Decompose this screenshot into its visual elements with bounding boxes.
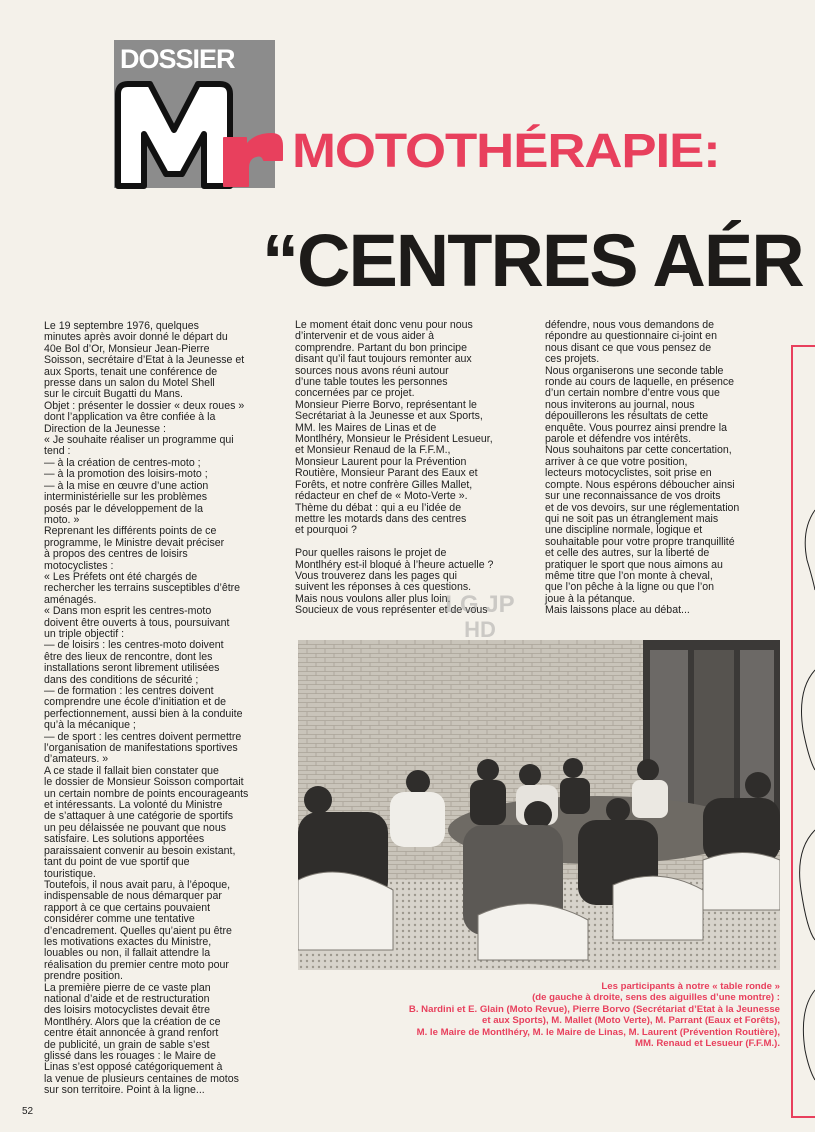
round-table-photo	[298, 640, 780, 970]
watermark	[440, 592, 520, 667]
article-column-3: défendre, nous vous demandons de répondre au questionnaire ci-joint en nous disant ce que vous pensez de ces projets. Nous organiserons une seconde table ronde au cours de laquelle, en présence d’un certain nombre d’entre vous que nous inviterons au journal, nous dépouillerons les résultats de cette enquête. Vous pourrez ainsi prendre la parole et défendre vos intérêts. Nous souhaitons par cette concertation, arriver à ce que votre position, lecteurs motocyclistes, soit prise en compte. Nous espérons déboucher ainsi sur une reconnaissance de vos droits et de vos devoirs, sur une réglementation qui ne soit pas un étranglement mais une discipline normale, logique et souhaitable pour votre propre tranquillité et celle des autres, sur la liberté de pratiquer le sport que nous aimons au même titre que l’on monte à cheval, que l’on pêche à la ligne ou que l’on joue à la pétanque. Mais laissons place au débat...	[545, 319, 740, 617]
headline-line-1: MOTOTHÉRAPIE:	[292, 125, 720, 178]
article-column-2: Le moment était donc venu pour nous d’intervenir et de vous aider à comprendre. Partant du bon principe disant qu’il faut toujours remonter aux sources nous avons réuni autour d’une table toutes les personnes concernées par ce projet. Monsieur Pierre Borvo, représentant le Secrétariat à la Jeunesse et aux Sports, MM. les Maires de Linas et de Montlhéry, Monsieur le Président Lesueur, et Monsieur Renaud de la F.F.M., Monsieur Laurent pour la Prévention Routière, Monsieur Parant des Eaux et Forêts, et notre confrère Gilles Mallet, rédacteur en chef de « Moto-Verte ». Thème du débat : qui a eu l’idée de mettre les motards dans des centres et pourquoi ? Pour quelles raisons le projet de Montlhéry est-il bloqué à l’heure actuelle ? Vous trouverez dans les pages qui suivent les réponses à ces questions. Mais nous voulons aller plus loin. Soucieux de vous représenter et de vous	[295, 319, 494, 617]
headline-line-2: “CENTRES AÉR	[262, 219, 803, 302]
page-number: 52	[22, 1106, 34, 1117]
cartoon-sketch-icon	[793, 470, 815, 1090]
mr-logo-icon	[112, 76, 284, 194]
watermark-top: LG JP	[445, 591, 515, 618]
dossier-label: DOSSIER	[120, 44, 235, 74]
watermark-bottom: HD	[464, 617, 496, 642]
article-column-1: Le 19 septembre 1976, quelques minutes après avoir donné le départ du 40e Bol d’Or, Monsieur Jean-Pierre Soisson, secrétaire d’Etat à la Jeunesse et aux Sports, tenait une conférence de presse dans un salon du Motel Shell sur le circuit Bugatti du Mans. Objet : présenter le dossier « deux roues » dont l’application va être confiée à la Direction de la Jeunesse : « Je souhaite réaliser un programme qui tend : — à la création de centres-moto ; — à la promotion des loisirs-moto ; — à la mise en œuvre d’une action interministérielle sur les problèmes posés par le développement de la moto. » Reprenant les différents points de ce programme, le Ministre devait préciser à propos des centres de loisirs motocyclistes : « Les Préfets ont été chargés de rechercher les terrains susceptibles d’être aménagés. « Dans mon esprit les centres-moto doivent être ouverts à tous, poursuivant un triple objectif : — de loisirs : les centres-moto doivent être des lieux de rencontre, dont les installations seront librement utilisées dans des conditions de sécurité ; — de formation : les centres doivent comprendre une école d’initiation et de perfectionnement, aussi bien à la conduite qu’à la mécanique ; — de sport : les centres doivent permettre l’organisation de manifestations sportives d’amateurs. » A ce stade il fallait bien constater que le dossier de Monsieur Soisson comportait un certain nombre de points encourageants et intéressants. La volonté du Ministre de s’attaquer à une catégorie de sportifs un peu délaissée ne pouvant que nous satisfaire. Les solutions apportées paraissaient convenir au besoin existant, tant du point de vue sportif que touristique. Toutefois, il nous avait paru, à l’époque, indispensable de nous démarquer par rapport à ce que certains pouvaient considérer comme une tentative d’encadrement. Quelles qu’aient pu être les motivations exactes du Ministre, louables ou non, il fallait attendre la réalisation du premier centre moto pour prendre position. La première pierre de ce vaste plan national d’aide et de restructuration des loisirs motocyclistes devait être Montlhéry. Alors que la création de ce centre était annoncée à grand renfort de publicité, un grain de sable s’est glissé dans les rouages : le Maire de Linas s’est opposé catégoriquement à la venue de plusieurs centaines de motos sur son territoire. Point à la ligne...	[44, 320, 249, 1097]
photo-illustration	[298, 640, 780, 970]
photo-caption: Les participants à notre « table ronde » (de gauche à droite, sens des aiguilles d’une montre) : B. Nardini et E. Glain (Moto Revue), Pierre Borvo (Secrétariat d’Etat à la Jeunesse et aux Sports), M. Mallet (Moto Verte), M. Parrant (Eaux et Forêts), M. le Maire de Montlhéry, M. le Maire de Linas, M. Laurent (Prévention Routière), MM. Renaud et Lesueur (F.F.M.).	[408, 981, 780, 1050]
